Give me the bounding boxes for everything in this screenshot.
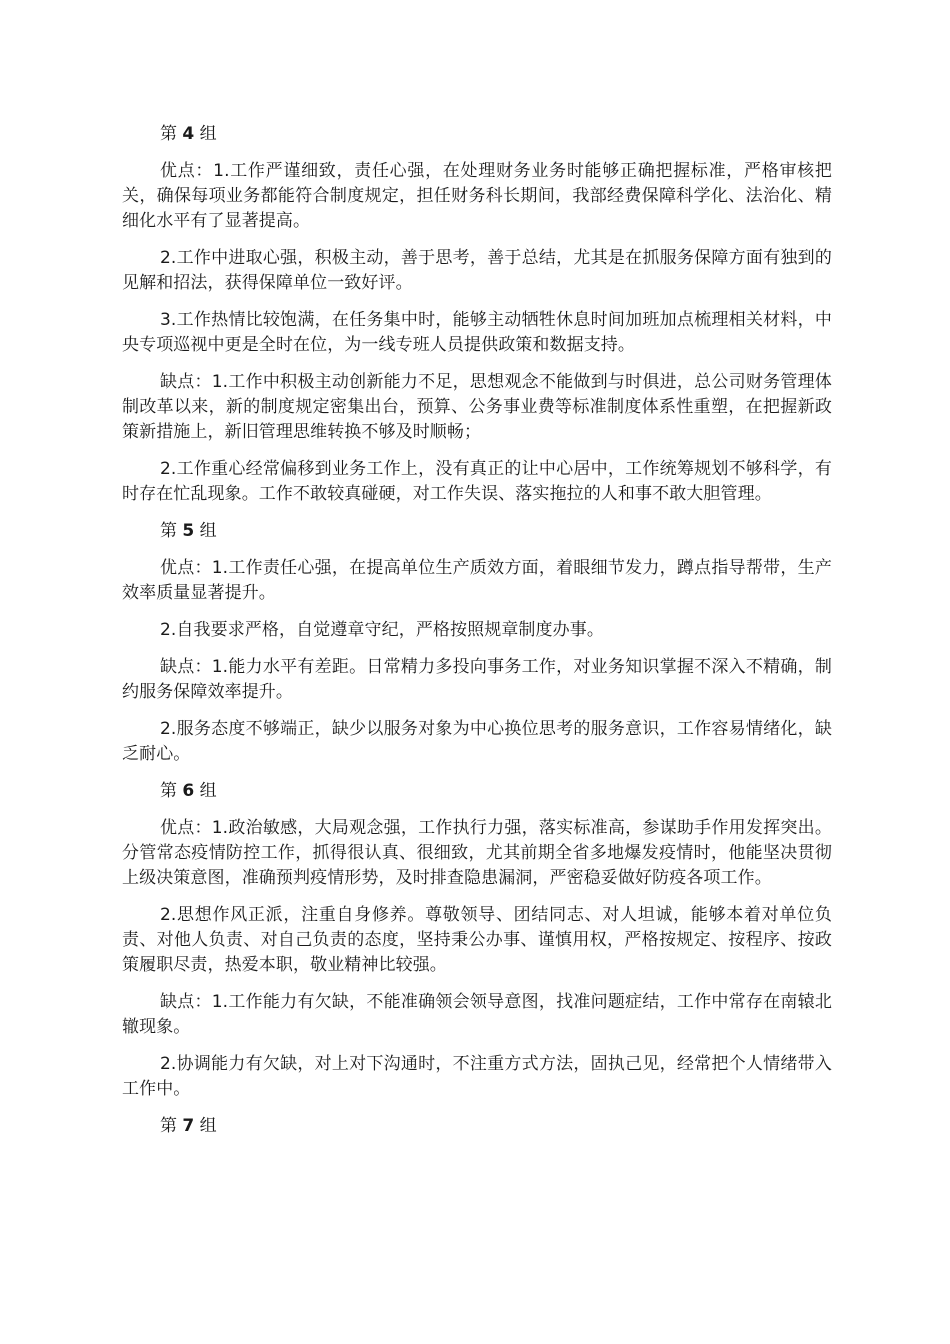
group-prefix: 第: [160, 521, 177, 541]
group-number: 6: [182, 781, 195, 801]
group-prefix: 第: [160, 124, 177, 144]
group-heading: [122, 1114, 832, 1139]
paragraph: 3.工作热情比较饱满，在任务集中时，能够主动牺牲休息时间加班加点梳理相关材料，中央专项巡视中更是全时在位，为一线专班人员提供政策和数据支持。: [122, 310, 832, 355]
paragraph: 优点：1.政治敏感，大局观念强，工作执行力强，落实标准高，参谋助手作用发挥突出。分管常态疫情防控工作，抓得很认真、很细致，尤其前期全省多地爆发疫情时，他能坚决贯彻上级决策意图，准确预判疫情形势，及时排查隐患漏洞，严密稳妥做好防疫各项工作。: [122, 818, 832, 888]
group-number: 5: [182, 521, 195, 541]
paragraph: 2.服务态度不够端正，缺少以服务对象为中心换位思考的服务意识，工作容易情绪化，缺乏耐心。: [122, 719, 832, 764]
group-heading: [122, 122, 832, 147]
group-number: 7: [182, 1116, 195, 1136]
paragraph: 优点：1.工作责任心强，在提高单位生产质效方面，着眼细节发力，蹲点指导帮带，生产效率质量显著提升。: [122, 558, 832, 603]
group-suffix: 组: [199, 124, 217, 144]
paragraph: 2.自我要求严格，自觉遵章守纪，严格按照规章制度办事。: [160, 620, 604, 640]
group-number: 4: [182, 124, 195, 144]
group-heading: [122, 779, 832, 804]
group-heading: [122, 519, 832, 544]
paragraph: 缺点：1.工作能力有欠缺，不能准确领会领导意图，找准问题症结，工作中常存在南辕北辙现象。: [122, 992, 832, 1037]
paragraph: 2.思想作风正派，注重自身修养。尊敬领导、团结同志、对人坦诚，能够本着对单位负责、对他人负责、对自己负责的态度，坚持秉公办事、谨慎用权，严格按规定、按程序、按政策履职尽责，热爱本职，敬业精神比较强。: [122, 905, 832, 975]
group-prefix: 第: [160, 1116, 177, 1136]
paragraph: 缺点：1.能力水平有差距。日常精力多投向事务工作，对业务知识掌握不深入不精确，制约服务保障效率提升。: [122, 657, 832, 702]
group-suffix: 组: [199, 1116, 217, 1136]
paragraph: 优点：1.工作严谨细致，责任心强，在处理财务业务时能够正确把握标准，严格审核把关，确保每项业务都能符合制度规定，担任财务科长期间，我部经费保障科学化、法治化、精细化水平有了显著提高。: [122, 161, 832, 231]
group-suffix: 组: [199, 781, 217, 801]
paragraph: 2.工作重心经常偏移到业务工作上，没有真正的让中心居中，工作统筹规划不够科学，有时存在忙乱现象。工作不敢较真碰硬，对工作失误、落实拖拉的人和事不敢大胆管理。: [122, 459, 832, 504]
paragraph: 2.工作中进取心强，积极主动，善于思考，善于总结，尤其是在抓服务保障方面有独到的见解和招法，获得保障单位一致好评。: [122, 248, 832, 293]
paragraph: 2.协调能力有欠缺，对上对下沟通时，不注重方式方法，固执己见，经常把个人情绪带入工作中。: [122, 1054, 832, 1099]
group-suffix: 组: [199, 521, 217, 541]
document-page: [122, 122, 832, 1151]
group-prefix: 第: [160, 781, 177, 801]
paragraph: 缺点：1.工作中积极主动创新能力不足，思想观念不能做到与时俱进，总公司财务管理体制改革以来，新的制度规定密集出台，预算、公务事业费等标准制度体系性重塑，在把握新政策新措施上，新旧管理思维转换不够及时顺畅；: [122, 372, 832, 442]
